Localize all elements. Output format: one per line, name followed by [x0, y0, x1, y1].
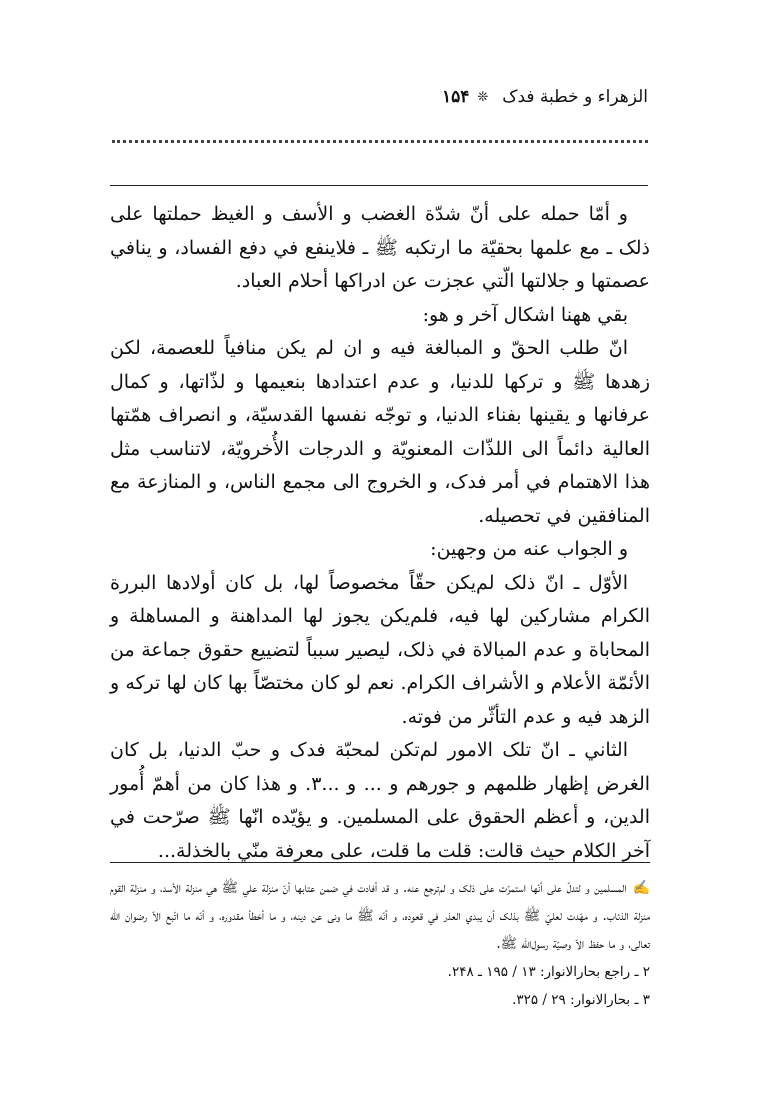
- main-text: [110, 198, 650, 868]
- paragraph: الأوّل ـ انّ ذلک لم‌يکن حقّاً مخصوصاً لها، بل کان أولادها البررة الکرام مشارکين لها فيه، فلم‌يکن يجوز لها المداهنة و المساهلة و المحاباة و عدم المبالاة في ذلک، ليصير سبباً لتضييع حقوق جماعة من الأئمّة الأعلام و الأشراف الکرام. نعم لو کان مختصّاً بها کان لها ترکه و الزهد فيه و عدم التأثّر من فوته.: [110, 571, 650, 728]
- footnote-3: ۳ ـ بحارالانوار: ۲۹ / ۳۲۵.: [512, 992, 650, 1008]
- paragraph: بقي ههنا اشکال آخر و هو:: [422, 303, 628, 326]
- paragraph: الثاني ـ انّ تلک الامور لم‌تکن لمحبّة فدک و حبّ الدنيا، بل کان الغرض إظهار ظلمهم و جورهم و ... و ...۳. و هذا کان من أهمّ أُمور الدين، و أعظم الحقوق على المسلمين. و يؤيّده انّها ﷺ صرّحت في آخر الکلام حيث قالت: قلت ما قلت، على معرفة منّي بالخذلة...: [110, 739, 651, 862]
- top-rule: [110, 185, 648, 186]
- paragraph: و الجواب عنه من وجهين:: [430, 538, 628, 560]
- page-number: ۱۵۴: [441, 87, 470, 107]
- header-separator-icon: ❊: [477, 89, 489, 105]
- paragraph: و أمّا حمله على أنّ شدّة الغضب و الأسف و الغيظ حملتها على ذلک ـ مع علمها بحقيّة ما ارتکبه ﷺ ـ فلاينفع في دفع الفساد، و ينافي عصمتها و جلالتها الّتي عجزت عن ادراکها أحلام العباد.: [110, 203, 650, 292]
- pen-icon: ✍: [632, 880, 650, 896]
- footnote-main: [110, 874, 650, 958]
- paragraph: انّ طلب الحقّ و المبالغة فيه و ان لم يکن منافياً للعصمة، لکن زهدها ﷺ و ترکها للدنيا، و عدم اعتدادها بنعيمها و لذّاتها، و کمال عرفانها و يقينها بفناء الدنيا، و توجّه نفسها القدسيّة، و انصراف همّتها العالية دائماً الى اللذّات المعنويّة و الدرجات الأُخرويّة، لاتناسب مثل هذا الاهتمام في أمر فدک، و الخروج الى مجمع الناس، و المنازعة مع المنافقين في تحصيله.: [110, 337, 650, 527]
- footnotes: [110, 874, 650, 1014]
- dotted-divider: [112, 140, 648, 157]
- footnote-rule: [110, 862, 650, 863]
- footnote-2: ۲ ـ راجع بحارالانوار: ۱۳ / ۱۹۵ ـ ۲۴۸.: [447, 964, 650, 980]
- header-title: الزهراء و خطبة فدک: [502, 87, 648, 107]
- footnote-main-text: المسلمين و لتدلّ على أنّها استمرّت على ذلک و لم‌ترجع عنه. و قد أفادت في ضمن عتابها أنّ منزلة علي ﷺ هي منزلة الأسد، و منزلة القوم منزلة الذئاب. و مهّدت لعليّ ﷺ بذلک أن يبدي العذر في قعوده، و أنّه ﷺ ما ونى عن دينه، و ما أخطأ مقدوره، و أنّه ما اتّبع الاّ رضوان الله تعالى، و ما حفظ الاّ وصيّة رسول‌الله ﷺ.: [110, 880, 650, 952]
- running-header: [112, 82, 648, 112]
